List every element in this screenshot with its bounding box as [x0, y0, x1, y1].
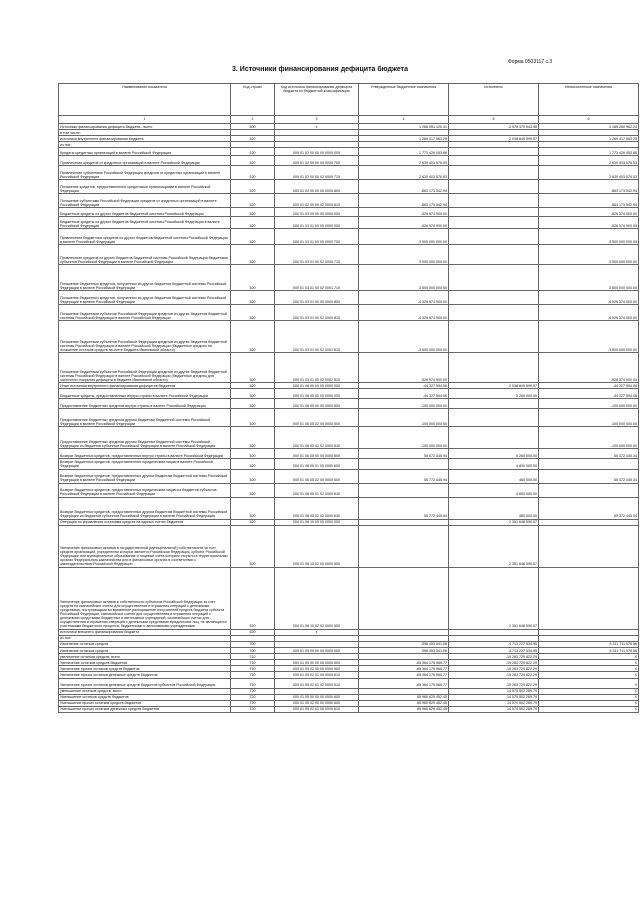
row-name: Возврат бюджетных кредитов, предоставленных другим бюджетам бюджетной системы Российской Федерации в валюте Российской Федерации	[59, 469, 231, 483]
row-name: Изменение остатков средств	[59, 641, 231, 647]
row-name: Погашение бюджетами субъектов Российской Федерации кредитов из других бюджетов бюджетной системы Российской Федерации в валюте Российской Федерации (бюджетные кредиты для частичного покрытия дефицита в бюджете Ивановской области)	[59, 353, 231, 383]
row-line-code: 520	[231, 180, 275, 194]
row-line-code: 520	[231, 459, 275, 469]
row-source-code: 000 01 06 05 02 02 0000 640	[275, 497, 359, 519]
row-executed: 460 000.00	[449, 469, 539, 483]
row-executed	[449, 291, 539, 305]
row-source-code: 000 01 06 05 01 00 0000 600	[275, 459, 359, 469]
row-source-code: 000 01 06 05 02 00 0000 600	[275, 469, 359, 483]
table-row	[59, 208, 639, 217]
row-remaining: -44 327 554.06	[539, 389, 639, 399]
row-name: источники внутреннего финансирования бюджета	[59, 136, 231, 142]
row-approved: 3 500 000 000.00	[359, 265, 449, 291]
row-name: Иные источники внутреннего финансирования дефицитов бюджетов	[59, 383, 231, 389]
row-name: Бюджетные кредиты из других бюджетов бюджетной системы Российской Федерации в валюте Российской Федерации	[59, 217, 231, 229]
row-line-code: 520	[231, 353, 275, 383]
row-remaining: 3 500 000 000.00	[539, 229, 639, 245]
row-source-code: 000 01 03 01 00 02 0001 710	[275, 265, 359, 291]
row-name: из них:	[59, 635, 231, 641]
row-name: Предоставление бюджетных кредитов другим бюджетам бюджетной системы Российской Федерации в валюте Российской Федерации	[59, 409, 231, 427]
row-approved: 55 672 445.94	[359, 449, 449, 459]
row-line-code: 520	[231, 217, 275, 229]
row-remaining	[539, 567, 639, 629]
table-row	[59, 706, 639, 712]
table-row	[59, 291, 639, 305]
row-line-code: 520	[231, 427, 275, 449]
table-row	[59, 245, 639, 265]
row-executed	[449, 229, 539, 245]
row-executed: 2 351 648 590.57	[449, 519, 539, 525]
row-line-code: 720	[231, 694, 275, 700]
row-executed: 14 570 502 289.79	[449, 688, 539, 694]
row-line-code: 720	[231, 688, 275, 694]
row-executed: -19 283 729 822.29	[449, 654, 539, 660]
row-line-code: 720	[231, 706, 275, 712]
row-source-code: 000 01 05 02 00 00 0000 500	[275, 666, 359, 672]
row-approved: -100 000 000.00	[359, 399, 449, 409]
row-remaining: 3 500 000 000.00	[539, 245, 639, 265]
row-line-code: 520	[231, 321, 275, 353]
table-row	[59, 353, 639, 383]
row-line-code: 520	[231, 194, 275, 208]
table-row	[59, 399, 639, 409]
column-number-row	[59, 116, 639, 124]
row-name: Возврат бюджетных кредитов, предоставленных юридическим лицам в валюте Российской Федерации	[59, 459, 231, 469]
table-row	[59, 166, 639, 180]
row-name: Предоставление бюджетных кредитов внутри страны в валюте Российской Федерации	[59, 399, 231, 409]
form-code: Форма 0503117 с.3	[508, 59, 553, 65]
row-source-code: 000 01 06 05 00 00 0000 000	[275, 389, 359, 399]
row-source-code: 000 01 03 01 00 02 0002 810	[275, 353, 359, 383]
row-remaining: -526 574 900.00	[539, 217, 639, 229]
row-source-code: 000 01 05 02 01 02 0000 510	[275, 678, 359, 688]
row-line-code: 520	[231, 483, 275, 497]
row-executed: -4 713 227 534.95	[449, 648, 539, 654]
row-approved: 65 960 629 452.45	[359, 700, 449, 706]
row-name: уменьшение остатков средств, всего	[59, 688, 231, 694]
row-remaining: 4 185 260 962.24	[539, 124, 639, 130]
row-line-code: 520	[231, 148, 275, 156]
row-source-code: 000 01 05 02 00 00 0000 600	[275, 700, 359, 706]
row-executed	[449, 156, 539, 166]
header-row	[59, 84, 639, 116]
row-name: Возврат бюджетных кредитов, предоставленных юридическим лицам из бюджетов субъектов Российской Федерации в валюте Российской Федерации	[59, 483, 231, 497]
row-approved: -65 364 175 965.77	[359, 678, 449, 688]
row-executed: 2 351 648 590.57	[449, 567, 539, 629]
column-number: 5	[449, 116, 539, 124]
row-approved: -44 327 554.06	[359, 383, 449, 389]
row-line-code: 520	[231, 567, 275, 629]
row-remaining: 55 372 445.34	[539, 469, 639, 483]
table-row	[59, 449, 639, 459]
column-number: 2	[231, 116, 275, 124]
row-executed: -4 713 227 534.95	[449, 641, 539, 647]
row-source-code: 000 01 06 10 00 00 0000 000	[275, 519, 359, 525]
row-source-code: 000 01 06 00 00 00 0000 000	[275, 383, 359, 389]
row-remaining: -3 500 000 000.00	[539, 321, 639, 353]
row-approved: 3 500 000 000.00	[359, 229, 449, 245]
row-name: Бюджетные кредиты из других бюджетов бюджетной системы Российской Федерации	[59, 208, 231, 217]
row-executed: 14 570 502 289.79	[449, 694, 539, 700]
row-executed: 14 570 502 289.79	[449, 700, 539, 706]
table-row	[59, 567, 639, 629]
row-remaining: -100 000 000.00	[539, 427, 639, 449]
row-line-code: 520	[231, 291, 275, 305]
row-executed: 5 260 000.00	[449, 449, 539, 459]
table-row	[59, 180, 639, 194]
row-executed: -2 978 379 943.98	[449, 124, 539, 130]
row-name: Увеличение прочих остатков средств бюджетов	[59, 666, 231, 672]
row-line-code: 520	[231, 305, 275, 321]
row-remaining: X	[539, 666, 639, 672]
row-executed	[449, 217, 539, 229]
row-name: источники внешнего финансирования бюджета	[59, 629, 231, 635]
table-row	[59, 194, 639, 208]
row-name: Возврат бюджетных кредитов, предоставленных внутри страны в валюте Российской Федерации	[59, 449, 231, 459]
row-remaining: 55 372 445.34	[539, 497, 639, 519]
row-name: Привлечение кредитов из других бюджетов бюджетной системы Российской Федерации бюджетами субъектов Российской Федерации в валюте Российской Федерации	[59, 245, 231, 265]
row-line-code: 520	[231, 245, 275, 265]
row-remaining: X	[539, 660, 639, 666]
row-source-code: 000 01 06 10 02 02 0000 550	[275, 567, 359, 629]
row-executed	[449, 409, 539, 427]
row-approved	[359, 483, 449, 497]
row-executed: -19 283 729 822.29	[449, 672, 539, 678]
row-source-code: 000 01 02 00 00 00 0000 000	[275, 148, 359, 156]
row-remaining: 5 311 711 976.56	[539, 641, 639, 647]
row-executed	[449, 399, 539, 409]
row-remaining: 2 630 403 576.53	[539, 166, 639, 180]
row-approved: 65 960 629 452.45	[359, 694, 449, 700]
row-name: Погашение кредитов, предоставленных кредитными организациями в валюте Российской Федерации	[59, 180, 231, 194]
row-approved: 3 500 000 000.00	[359, 245, 449, 265]
row-executed	[449, 353, 539, 383]
row-line-code: 520	[231, 265, 275, 291]
table-row	[59, 483, 639, 497]
row-line-code: 520	[231, 469, 275, 483]
row-executed: -19 283 729 822.29	[449, 678, 539, 688]
row-name: Уменьшение прочих остатков денежных средств бюджетов	[59, 706, 231, 712]
row-executed	[449, 245, 539, 265]
row-executed: -19 283 729 822.29	[449, 666, 539, 672]
row-approved	[359, 459, 449, 469]
row-remaining: -526 574 900.00	[539, 353, 639, 383]
column-header-approved: Утвержденные бюджетные назначения	[359, 84, 449, 116]
row-approved: 1 266 951 120.31	[359, 124, 449, 130]
row-line-code: 710	[231, 678, 275, 688]
table-row	[59, 265, 639, 291]
row-name: Привлечение кредитов от кредитных организаций в валюте Российской Федерации	[59, 156, 231, 166]
table-row	[59, 525, 639, 567]
row-approved: -596 453 541.06	[359, 641, 449, 647]
table-row	[59, 148, 639, 156]
row-line-code: 520	[231, 399, 275, 409]
row-name: Увеличение прочих остатков денежных средств бюджетов субъектов Российской Федерации	[59, 678, 231, 688]
row-approved: -65 364 175 965.77	[359, 666, 449, 672]
table-row	[59, 497, 639, 519]
row-executed	[449, 427, 539, 449]
row-remaining: X	[539, 694, 639, 700]
row-approved: -65 364 175 965.77	[359, 660, 449, 666]
row-remaining	[539, 483, 639, 497]
row-approved: -526 574 900.00	[359, 217, 449, 229]
row-executed: 14 570 502 289.79	[449, 706, 539, 712]
row-line-code: 710	[231, 660, 275, 666]
column-header-executed: Исполнено	[449, 84, 539, 116]
row-executed	[449, 208, 539, 217]
row-remaining: 1 773 426 053.86	[539, 148, 639, 156]
column-header-name: Наименование показателя	[59, 84, 231, 116]
row-executed	[449, 305, 539, 321]
row-approved: -526 574 900.00	[359, 353, 449, 383]
row-remaining: 2 630 403 576.53	[539, 156, 639, 166]
row-remaining: -100 000 000.00	[539, 399, 639, 409]
table-row	[59, 321, 639, 353]
row-remaining: -526 574 900.00	[539, 208, 639, 217]
row-remaining: 50 372 445.34	[539, 449, 639, 459]
row-name: Увеличение прочих остатков денежных средств бюджетов	[59, 672, 231, 678]
row-approved: 1 269 417 563.25	[359, 136, 449, 142]
row-remaining: -100 000 000.00	[539, 409, 639, 427]
table-row	[59, 305, 639, 321]
row-approved: -100 000 000.00	[359, 427, 449, 449]
row-approved: -4 026 574 900.00	[359, 291, 449, 305]
column-number: 3	[275, 116, 359, 124]
row-name: Погашение бюджетных кредитов, полученных из других бюджетов бюджетной системы Российской Федерации в валюте Российской Федерации	[59, 291, 231, 305]
row-remaining: X	[539, 654, 639, 660]
row-executed: 2 038 849 599.97	[449, 383, 539, 389]
row-executed: 2 038 849 599.97	[449, 136, 539, 142]
row-approved: -44 327 554.06	[359, 389, 449, 399]
row-executed	[449, 194, 539, 208]
row-remaining: X	[539, 700, 639, 706]
row-executed: 4 800 000.00	[449, 459, 539, 469]
row-source-code: 000 01 02 00 00 00 0000 800	[275, 180, 359, 194]
row-line-code: 700	[231, 648, 275, 654]
row-source-code: 000 01 05 00 00 00 0000 600	[275, 694, 359, 700]
row-remaining	[539, 459, 639, 469]
row-name: Погашение бюджетами субъектов Российской Федерации кредитов из других бюджетов бюджетной системы Российской Федерации в валюте Российской Федерации (бюджетные кредиты на погашение остатков средств на счете бюджета Ивановской области)	[59, 321, 231, 353]
table-row	[59, 678, 639, 688]
row-source-code: 000 01 02 00 00 02 0000 810	[275, 194, 359, 208]
row-source-code: 000 01 03 01 00 02 0001 810	[275, 321, 359, 353]
table-row	[59, 459, 639, 469]
row-name: Погашение бюджетами субъектов Российской Федерации кредитов из других бюджетов бюджетной системы Российской Федерации в валюте Российской Федерации	[59, 305, 231, 321]
row-line-code: 520	[231, 166, 275, 180]
row-executed: 460 000.00	[449, 497, 539, 519]
row-executed	[449, 180, 539, 194]
row-source-code: 000 01 03 01 00 02 0000 810	[275, 305, 359, 321]
row-line-code: 700	[231, 641, 275, 647]
row-name: увеличение остатков средств, всего	[59, 654, 231, 660]
row-name: Увеличение финансовых активов в государственной (муниципальной) собственности за счет средств организаций, учредителем которых является Российская Федерация, субъект Российской Федерации или муниципальное образование и лицевые счета которым открыты в территориальных органах Федерального казначейства или в финансовых органах в соответствии с законодательством Российской Федерации	[59, 525, 231, 567]
row-source-code: x	[275, 124, 359, 130]
row-line-code: 520	[231, 136, 275, 142]
table-row	[59, 409, 639, 427]
column-header-line-code: Код строки	[231, 84, 275, 116]
row-remaining: X	[539, 678, 639, 688]
row-executed: 2 351 648 590.57	[449, 525, 539, 567]
table-row	[59, 217, 639, 229]
row-name: Операции по управлению остатками средств на единых счетах бюджетов	[59, 519, 231, 525]
row-name: Кредиты кредитных организаций в валюте Российской Федерации	[59, 148, 231, 156]
row-source-code: 000 01 03 01 00 00 0000 800	[275, 291, 359, 305]
row-executed: 5 260 000.00	[449, 389, 539, 399]
row-source-code: 000 01 06 05 00 00 0000 500	[275, 399, 359, 409]
row-source-code: 000 01 02 00 00 02 0000 710	[275, 166, 359, 180]
row-remaining: X	[539, 672, 639, 678]
row-line-code: 710	[231, 654, 275, 660]
column-number: 1	[59, 116, 231, 124]
row-approved: 65 960 629 452.45	[359, 706, 449, 712]
row-line-code: 520	[231, 497, 275, 519]
row-name: Погашение бюджетных кредитов, полученных из других бюджетов бюджетной системы Российской Федерации в валюте Российской Федерации	[59, 265, 231, 291]
row-executed: 4 800 000.00	[449, 483, 539, 497]
row-line-code: 520	[231, 383, 275, 389]
row-line-code: 710	[231, 672, 275, 678]
financing-sources-table	[58, 83, 639, 713]
row-approved: -3 500 000 000.00	[359, 321, 449, 353]
row-line-code: 620	[231, 629, 275, 635]
row-remaining	[539, 525, 639, 567]
row-line-code: 520	[231, 449, 275, 459]
row-source-code: 000 01 06 05 02 02 0000 540	[275, 427, 359, 449]
column-header-source-code: Код источника финансирования дефицита бюджета по бюджетной классификации	[275, 84, 359, 116]
row-source-code: x	[275, 629, 359, 635]
row-line-code: 520	[231, 229, 275, 245]
row-source-code: 000 01 05 02 01 00 0000 610	[275, 706, 359, 712]
row-line-code: 720	[231, 700, 275, 706]
row-name: Возврат бюджетных кредитов, предоставленных другим бюджетам бюджетной системы Российской Федерации из бюджетов субъектов Российской Федерации в валюте Российской Федерации	[59, 497, 231, 519]
row-line-code: 520	[231, 519, 275, 525]
row-name: Предоставление бюджетных кредитов другим бюджетам бюджетной системы Российской Федерации из бюджетов субъектов Российской Федерации в валюте Российской Федерации	[59, 427, 231, 449]
row-approved: 55 772 445.94	[359, 469, 449, 483]
row-line-code: 520	[231, 389, 275, 399]
row-approved: 2 630 403 576.53	[359, 156, 449, 166]
row-source-code: 000 01 03 01 00 00 0000 000	[275, 217, 359, 229]
row-executed: -19 283 729 822.29	[449, 660, 539, 666]
row-remaining: 5 311 711 976.56	[539, 648, 639, 654]
row-remaining: -863 173 542.94	[539, 194, 639, 208]
row-approved: 2 630 403 576.53	[359, 166, 449, 180]
row-source-code: 000 01 05 00 00 00 0000 500	[275, 660, 359, 666]
row-source-code: 000 01 03 01 00 00 0000 700	[275, 229, 359, 245]
column-number: 4	[359, 116, 449, 124]
row-source-code: 000 01 05 00 00 00 0000 000	[275, 648, 359, 654]
row-line-code: 500	[231, 124, 275, 130]
row-name: в том числе:	[59, 130, 231, 136]
row-source-code: 000 01 02 00 00 00 0000 700	[275, 156, 359, 166]
row-name: Привлечение бюджетных кредитов из других бюджетов бюджетной системы Российской Федерации в валюте Российской Федерации	[59, 229, 231, 245]
table-row	[59, 427, 639, 449]
row-line-code: 520	[231, 208, 275, 217]
row-approved: 596 453 541.06	[359, 648, 449, 654]
row-approved: 55 772 445.94	[359, 497, 449, 519]
row-remaining: 3 500 000 000.00	[539, 265, 639, 291]
row-approved: -65 364 175 965.77	[359, 672, 449, 678]
page-title: 3. Источники финансирования дефицита бюджета	[232, 66, 408, 73]
row-source-code: 000 01 06 05 00 00 0000 600	[275, 449, 359, 459]
table-row	[59, 229, 639, 245]
row-executed	[449, 166, 539, 180]
column-header-remaining: Неисполненные назначения	[539, 84, 639, 116]
row-approved: -526 574 900.00	[359, 208, 449, 217]
table-row	[59, 156, 639, 166]
row-name: Уменьшение прочих остатков средств бюджетов	[59, 700, 231, 706]
row-approved: -863 173 542.94	[359, 180, 449, 194]
row-remaining: -4 026 574 900.00	[539, 291, 639, 305]
row-name: Бюджетные кредиты, предоставленные внутри страны в валюте Российской Федерации	[59, 389, 231, 399]
table-body	[59, 124, 639, 713]
row-source-code: 000 01 03 00 00 00 0000 000	[275, 208, 359, 217]
row-approved	[359, 567, 449, 629]
row-name: Увеличение финансовых активов в собственности субъектов Российской Федерации за счет средств на казначейских счетах для осуществления и отражения операций с денежными средствами, поступающими во временное распоряжение получателей средств бюджета субъекта Российской Федерации, казначейских счетах для осуществления и отражения операций с денежными средствами бюджетных и автономных учреждений, казначейских счетах для осуществления и отражения операций с денежными средствами юридических лиц, не являющихся участниками бюджетного процесса, бюджетными и автономными учреждениями	[59, 567, 231, 629]
row-name: Увеличение остатков средств бюджетов	[59, 660, 231, 666]
row-source-code: 000 01 06 05 02 00 0000 500	[275, 409, 359, 427]
row-name: Изменение остатков средств	[59, 648, 231, 654]
row-name: Источники финансирования дефицита бюджета - всего	[59, 124, 231, 130]
row-name: Привлечение субъектами Российской Федерации кредитов от кредитных организаций в валюте Российской Федерации	[59, 166, 231, 180]
column-number: 6	[539, 116, 639, 124]
row-approved: 1 773 426 053.86	[359, 148, 449, 156]
row-approved	[359, 525, 449, 567]
row-remaining: -44 327 554.06	[539, 383, 639, 389]
row-approved: -863 173 542.94	[359, 194, 449, 208]
row-name: Погашение субъектами Российской Федерации кредитов от кредитных организаций в валюте Российской Федерации	[59, 194, 231, 208]
row-executed	[449, 321, 539, 353]
row-source-code: 000 01 06 05 01 02 0000 640	[275, 483, 359, 497]
row-remaining: X	[539, 706, 639, 712]
row-remaining: -4 026 574 900.00	[539, 305, 639, 321]
row-approved: -4 026 574 900.00	[359, 305, 449, 321]
table-row	[59, 389, 639, 399]
row-line-code: 520	[231, 525, 275, 567]
row-executed	[449, 148, 539, 156]
row-line-code: 710	[231, 666, 275, 672]
row-source-code: 000 01 06 10 02 00 0000 500	[275, 525, 359, 567]
row-remaining: X	[539, 688, 639, 694]
row-line-code: 520	[231, 409, 275, 427]
row-approved: -100 000 000.00	[359, 409, 449, 427]
row-executed	[449, 265, 539, 291]
row-name: из них:	[59, 142, 231, 148]
table-row	[59, 469, 639, 483]
row-remaining: -863 173 542.94	[539, 180, 639, 194]
row-line-code: 520	[231, 156, 275, 166]
row-source-code: 000 01 03 01 00 02 0000 710	[275, 245, 359, 265]
row-source-code: 000 01 05 02 01 00 0000 510	[275, 672, 359, 678]
row-name: Уменьшение остатков средств бюджетов	[59, 694, 231, 700]
row-remaining: 1 269 417 563.25	[539, 136, 639, 142]
